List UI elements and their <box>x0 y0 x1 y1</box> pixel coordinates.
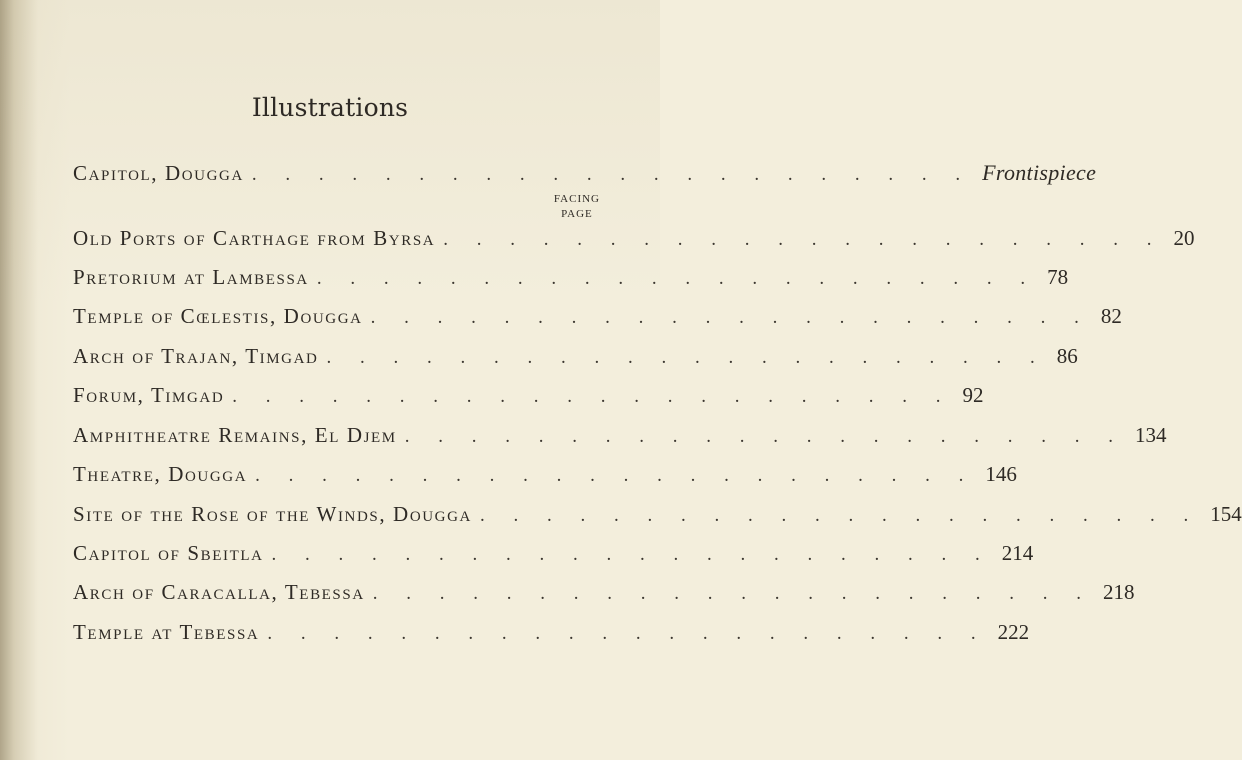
frontispiece-label: Frontispiece <box>982 160 1097 185</box>
entry-page-number: 92 <box>962 383 984 407</box>
entry-page-number: 20 <box>1173 226 1195 250</box>
dot-leader: . . . . . . . . . . . . . . . . . . . . . . <box>316 268 1038 289</box>
facing-page-header <box>554 192 600 222</box>
list-item <box>73 383 984 411</box>
list-item <box>73 462 1017 490</box>
entry-page-number: 134 <box>1134 423 1167 447</box>
dot-leader: . . . . . . . . . . . . . . . . . . . . . . <box>326 347 1047 368</box>
entry-page-number: 218 <box>1103 580 1135 604</box>
entry-caption: Old Ports of Carthage from Byrsa <box>73 226 436 250</box>
entry-page-number: 222 <box>997 620 1030 644</box>
list-item <box>73 226 1195 254</box>
dot-leader: . . . . . . . . . . . . . . . . . . . . . . <box>404 426 1125 447</box>
list-item <box>73 502 1242 530</box>
facing-label: FACING <box>553 193 600 205</box>
entry-caption: Forum, Timgad <box>73 383 225 407</box>
page-title: Illustrations <box>251 93 409 122</box>
dot-leader: . . . . . . . . . . . . . . . . . . . . . . <box>271 544 992 565</box>
page-label: PAGE <box>561 208 593 220</box>
dot-leader: . . . . . . . . . . . . . . . . . . . . . . <box>251 164 973 185</box>
list-item <box>73 620 1030 648</box>
list-item <box>73 344 1078 372</box>
dot-leader: . . . . . . . . . . . . . . . . . . . . . . <box>232 386 953 407</box>
list-item <box>73 265 1069 293</box>
entry-caption: Arch of Trajan, Timgad <box>73 344 319 368</box>
dot-leader: . . . . . . . . . . . . . . . . . . . . . . <box>255 465 976 486</box>
entry-page-number: 214 <box>1001 541 1034 565</box>
dot-leader: . . . . . . . . . . . . . . . . . . . . . . <box>267 623 988 644</box>
dot-leader: . . . . . . . . . . . . . . . . . . . . . . <box>479 505 1201 526</box>
entry-caption: Temple at Tebessa <box>73 620 260 644</box>
list-item <box>73 423 1167 451</box>
dot-leader: . . . . . . . . . . . . . . . . . . . . . . <box>370 307 1091 328</box>
list-item <box>73 541 1034 569</box>
entry-page-number: 86 <box>1056 344 1078 368</box>
entry-caption: Capitol, Dougga <box>73 161 244 185</box>
entry-caption: Theatre, Dougga <box>73 462 248 486</box>
dot-leader: . . . . . . . . . . . . . . . . . . . . . . <box>443 229 1164 250</box>
list-item <box>73 580 1135 608</box>
list-item <box>73 304 1122 332</box>
entry-page-number: 146 <box>985 462 1017 486</box>
entry-caption: Arch of Caracalla, Tebessa <box>73 580 365 604</box>
entry-caption: Pretorium at Lambessa <box>73 265 309 289</box>
frontispiece-entry <box>73 160 1097 188</box>
entry-page-number: 82 <box>1100 304 1122 328</box>
entry-caption: Site of the Rose of the Winds, Dougga <box>73 502 472 526</box>
dot-leader: . . . . . . . . . . . . . . . . . . . . . . <box>372 583 1093 604</box>
entry-page-number: 78 <box>1047 265 1069 289</box>
entry-caption: Amphitheatre Remains, El Djem <box>73 423 397 447</box>
entry-caption: Temple of Cœlestis, Dougga <box>73 304 363 328</box>
entry-caption: Capitol of Sbeitla <box>73 541 264 565</box>
entry-page-number: 154 <box>1210 502 1242 526</box>
